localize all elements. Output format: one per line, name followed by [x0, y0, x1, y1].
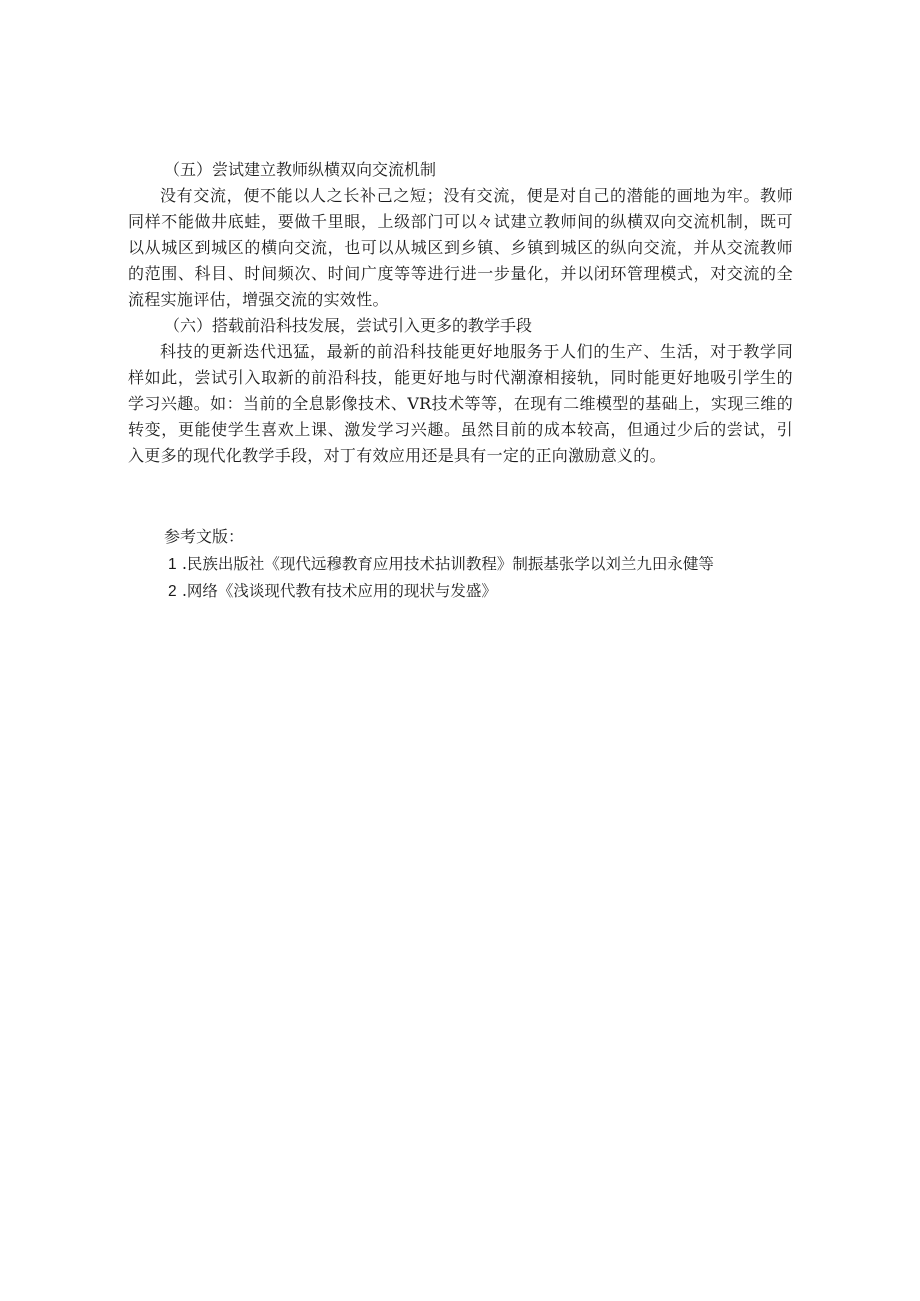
reference-text: .民族出版社《现代远穆教育应用技术拈训教程》制振基张学以刘兰九田永健等 — [182, 555, 714, 573]
reference-item-2 — [128, 578, 793, 605]
reference-text: .网络《浅谈现代教有技术应用的现状与发盛》 — [182, 582, 497, 600]
references-section — [128, 524, 793, 605]
section-heading-5: （五）尝试建立教师纵横双向交流机制 — [164, 160, 437, 179]
document-page — [128, 157, 793, 605]
references-title: 参考文版： — [164, 527, 245, 546]
section-heading-6: （六）搭载前沿科技发展，尝试引入更多的教学手段 — [164, 316, 533, 335]
section-body-6: 科技的更新迭代迅猛，最新的前沿科技能更好地服务于人们的生产、生活，对于教学同样如此，尝试引入取新的前沿科技，能更好地与时代潮潦相接轨，同时能更好地吸引学生的学习兴趣。如：当前的全息影像技术、VR技术等等，在现有二维模型的基础上，实现三维的转变，更能使学生喜欢上课、激发学习兴趣。虽然目前的成本较高，但通过少后的尝试，引入更多的现代化教学手段，对丁有效应用还是具有一定的正向激励意义的。 — [128, 342, 793, 465]
reference-number: 1 — [168, 556, 177, 573]
reference-number: 2 — [168, 583, 177, 600]
reference-item-1 — [128, 551, 793, 578]
section-body-5: 没有交流，便不能以人之长补己之短；没有交流，便是对自己的潜能的画地为牢。教师同样不能做井底蛙，要做千里眼，上级部门可以々试建立教师间的纵横双向交流机制，既可以从城区到城区的横向交流，也可以从城区到乡镇、乡镇到城区的纵向交流，并从交流教师的范围、科目、时间频次、时间广度等等进行进一步量化，并以闭环管理模式，对交流的全流程实施评估，增强交流的实效性。 — [128, 186, 793, 309]
